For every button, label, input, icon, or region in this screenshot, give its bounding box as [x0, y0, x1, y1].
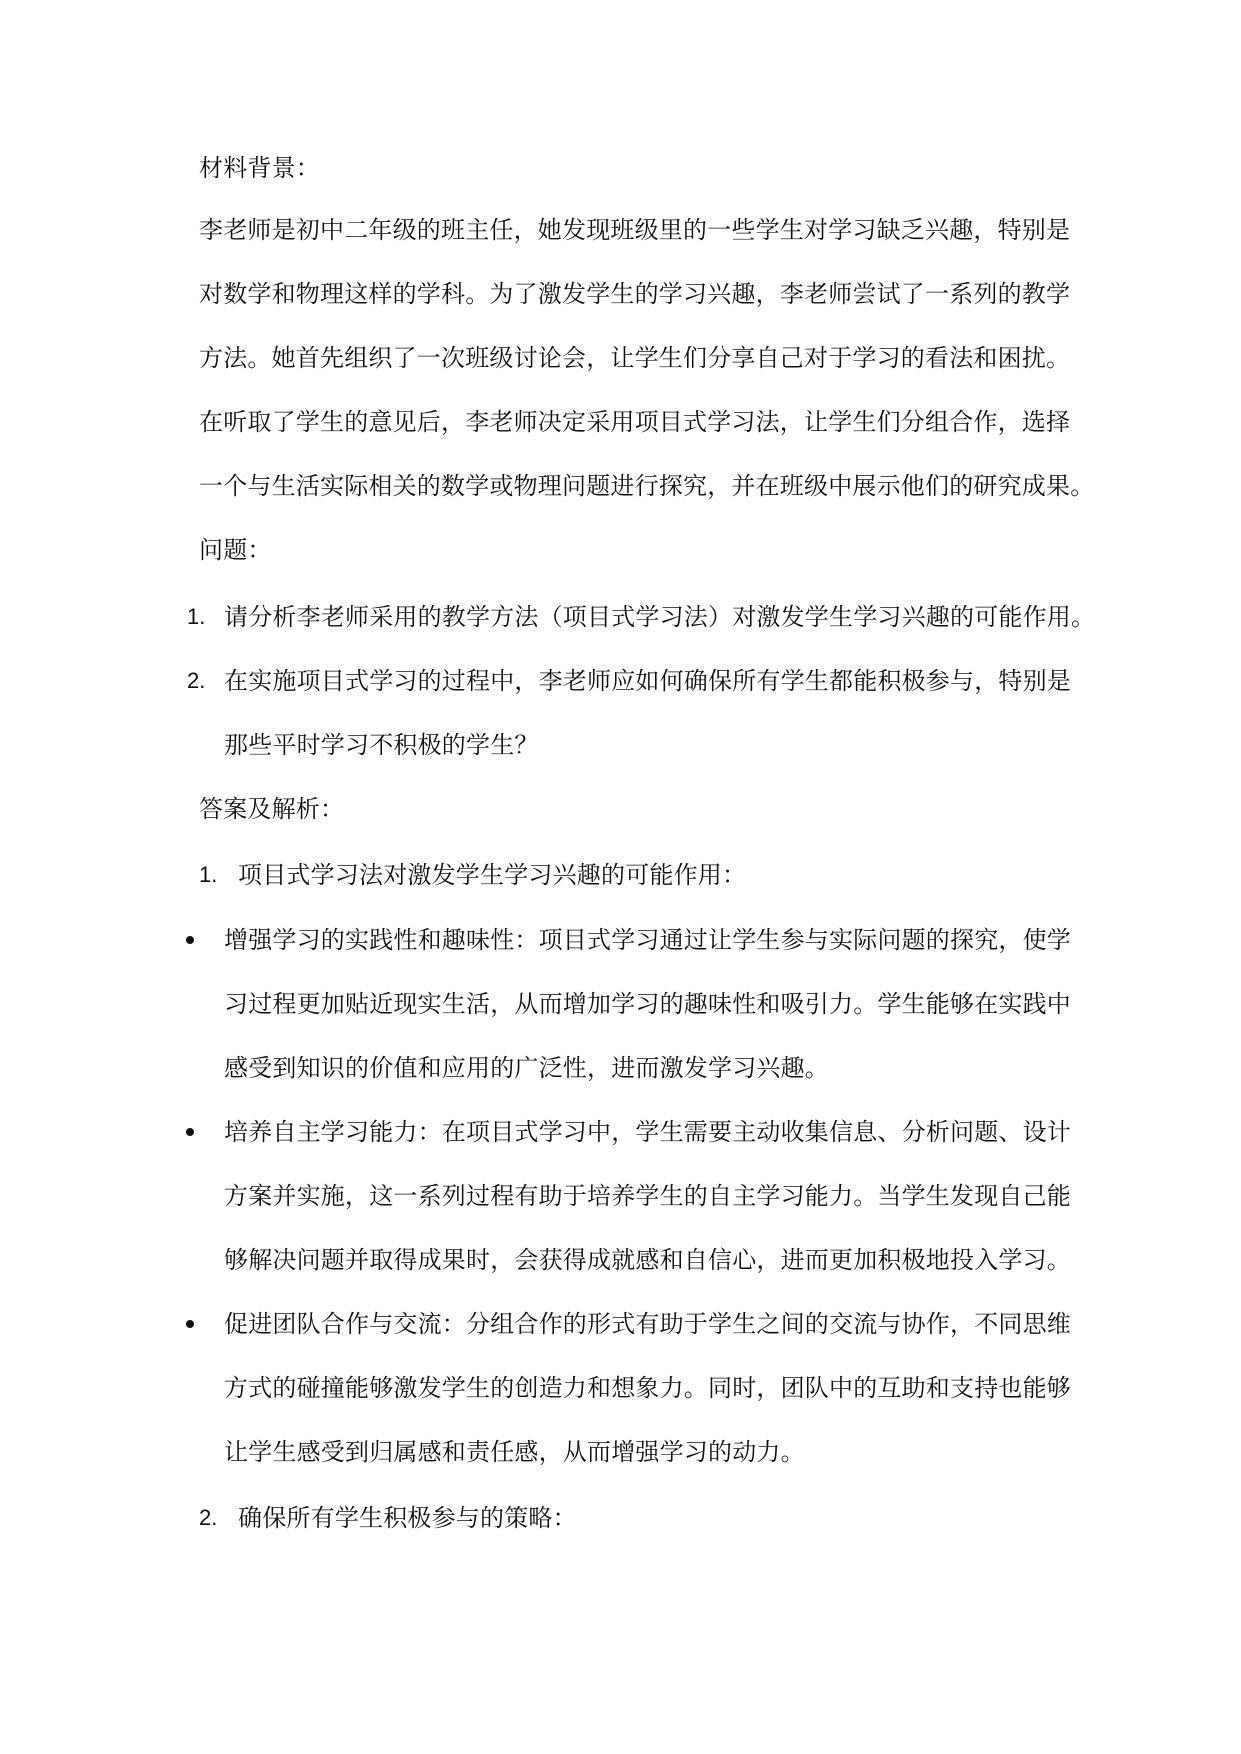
bullet-icon: [186, 1320, 194, 1328]
background-line: 李老师是初中二年级的班主任，她发现班级里的一些学生对学习缺乏兴趣，特别是: [199, 216, 1071, 244]
bullet-line: 方式的碰撞能够激发学生的创造力和想象力。同时，团队中的互助和支持也能够: [224, 1374, 1071, 1402]
question-line: 请分析李老师采用的教学方法（项目式学习法）对激发学生学习兴趣的可能作用。: [224, 603, 1096, 631]
questions-heading: 问题：: [199, 536, 272, 564]
question-line: 在实施项目式学习的过程中，李老师应如何确保所有学生都能积极参与，特别是: [224, 667, 1071, 695]
background-line: 一个与生活实际相关的数学或物理问题进行探究，并在班级中展示他们的研究成果。: [199, 472, 1095, 500]
question-number: 1.: [187, 604, 206, 629]
background-line: 对数学和物理这样的学科。为了激发学生的学习兴趣，李老师尝试了一系列的教学: [199, 280, 1071, 308]
bullet-line: 够解决问题并取得成果时，会获得成就感和自信心，进而更加积极地投入学习。: [224, 1246, 1071, 1274]
bullet-line: 增强学习的实践性和趣味性：项目式学习通过让学生参与实际问题的探究，使学: [224, 926, 1071, 954]
background-line: 方法。她首先组织了一次班级讨论会，让学生们分享自己对于学习的看法和困扰。: [199, 344, 1071, 372]
bullet-icon: [186, 936, 194, 944]
bullet-line: 促进团队合作与交流：分组合作的形式有助于学生之间的交流与协作，不同思维: [224, 1310, 1071, 1338]
answer-number: 2.: [199, 1505, 218, 1530]
answer-number: 1.: [199, 862, 218, 887]
question-line: 那些平时学习不积极的学生？: [224, 731, 539, 759]
answer-title: 项目式学习法对激发学生学习兴趣的可能作用：: [238, 861, 747, 889]
bullet-line: 感受到知识的价值和应用的广泛性，进而激发学习兴趣。: [224, 1054, 829, 1082]
bullet-line: 让学生感受到归属感和责任感，从而增强学习的动力。: [224, 1438, 805, 1466]
background-heading: 材料背景：: [199, 154, 320, 182]
bullet-line: 方案并实施，这一系列过程有助于培养学生的自主学习能力。当学生发现自己能: [224, 1182, 1071, 1210]
question-number: 2.: [187, 668, 206, 693]
bullet-line: 培养自主学习能力：在项目式学习中，学生需要主动收集信息、分析问题、设计: [224, 1118, 1071, 1146]
bullet-icon: [186, 1128, 194, 1136]
background-line: 在听取了学生的意见后，李老师决定采用项目式学习法，让学生们分组合作，选择: [199, 408, 1071, 436]
answers-heading: 答案及解析：: [199, 795, 345, 823]
bullet-line: 习过程更加贴近现实生活，从而增加学习的趣味性和吸引力。学生能够在实践中: [224, 990, 1071, 1018]
answer-title: 确保所有学生积极参与的策略：: [238, 1504, 577, 1532]
